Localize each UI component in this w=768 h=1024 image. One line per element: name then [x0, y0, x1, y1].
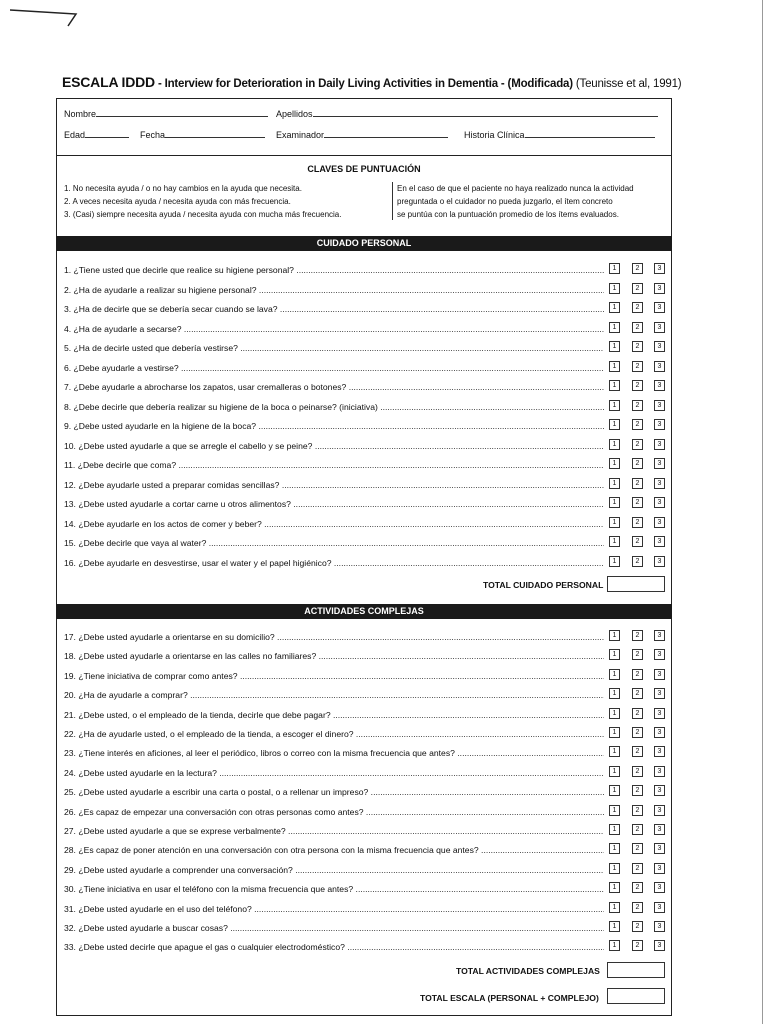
score-box-1[interactable]: 1: [609, 497, 620, 508]
question-text: 26. ¿Es capaz de empezar una conversación con otras personas como antes? .....: [64, 807, 604, 817]
question-row: [64, 341, 669, 355]
score-box-2[interactable]: 2: [632, 940, 643, 951]
score-box-3[interactable]: 3: [654, 824, 665, 835]
question-text: 13. ¿Debe usted ayudarle a cortar carne u otros alimentos? .....: [64, 499, 604, 509]
score-box-2[interactable]: 2: [632, 669, 643, 680]
score-box-3[interactable]: 3: [654, 361, 665, 372]
score-box-2[interactable]: 2: [632, 708, 643, 719]
score-box-1[interactable]: 1: [609, 649, 620, 660]
score-box-2[interactable]: 2: [632, 400, 643, 411]
score-box-3[interactable]: 3: [654, 766, 665, 777]
score-box-1[interactable]: 1: [609, 517, 620, 528]
score-box-2[interactable]: 2: [632, 882, 643, 893]
grand-total-input[interactable]: [607, 988, 665, 1004]
score-box-3[interactable]: 3: [654, 341, 665, 352]
score-box-1[interactable]: 1: [609, 727, 620, 738]
score-box-3[interactable]: 3: [654, 708, 665, 719]
scale-author: (Teunisse et al, 1991): [572, 78, 682, 90]
question-row: [64, 766, 669, 780]
question-text: 9. ¿Debe usted ayudarle en la higiene de la boca? .....: [64, 421, 604, 431]
question-row: [64, 556, 669, 570]
clave-1: 1. No necesita ayuda / o no hay cambios en la ayuda que necesita.: [64, 184, 302, 193]
question-text: 32. ¿Debe usted ayudarle a buscar cosas? .....: [64, 923, 604, 933]
score-box-3[interactable]: 3: [654, 863, 665, 874]
score-box-3[interactable]: 3: [654, 400, 665, 411]
question-text: 23. ¿Tiene interés en aficiones, al leer el periódico, libros o correo con la misma frecuencia que antes? .....: [64, 748, 604, 758]
question-row: [64, 380, 669, 394]
score-box-3[interactable]: 3: [654, 380, 665, 391]
page-edge-line: [762, 0, 763, 1024]
score-box-3[interactable]: 3: [654, 517, 665, 528]
score-box-1[interactable]: 1: [609, 708, 620, 719]
score-box-2[interactable]: 2: [632, 902, 643, 913]
question-row: [64, 824, 669, 838]
question-row: [64, 400, 669, 414]
question-row: [64, 882, 669, 896]
fields-divider: [56, 155, 672, 156]
score-box-3[interactable]: 3: [654, 497, 665, 508]
score-box-1[interactable]: 1: [609, 536, 620, 547]
edad-field[interactable]: [85, 129, 129, 138]
section-header-complejas: ACTIVIDADES COMPLEJAS: [56, 604, 672, 619]
score-box-2[interactable]: 2: [632, 322, 643, 333]
question-row: [64, 649, 669, 663]
score-box-1[interactable]: 1: [609, 669, 620, 680]
score-box-1[interactable]: 1: [609, 824, 620, 835]
score-box-1[interactable]: 1: [609, 263, 620, 274]
score-box-2[interactable]: 2: [632, 630, 643, 641]
nombre-field[interactable]: [96, 108, 268, 117]
question-text: 31. ¿Debe usted ayudarle en el uso del teléfono? .....: [64, 904, 604, 914]
score-box-3[interactable]: 3: [654, 283, 665, 294]
score-box-2[interactable]: 2: [632, 283, 643, 294]
score-box-3[interactable]: 3: [654, 439, 665, 450]
score-box-3[interactable]: 3: [654, 649, 665, 660]
question-text: 5. ¿Ha de decirle usted que debería vestirse? .....: [64, 343, 604, 353]
score-box-1[interactable]: 1: [609, 766, 620, 777]
question-row: [64, 322, 669, 336]
score-box-3[interactable]: 3: [654, 322, 665, 333]
score-box-1[interactable]: 1: [609, 940, 620, 951]
apellidos-field[interactable]: [313, 108, 658, 117]
score-box-2[interactable]: 2: [632, 517, 643, 528]
score-box-2[interactable]: 2: [632, 843, 643, 854]
apellidos-label: Apellidos: [276, 109, 313, 119]
question-row: [64, 688, 669, 702]
fields-row-1: [64, 108, 664, 122]
score-box-1[interactable]: 1: [609, 785, 620, 796]
question-text: 10. ¿Debe usted ayudarle a que se arregle el cabello y se peine? .....: [64, 441, 604, 451]
question-row: [64, 439, 669, 453]
score-box-1[interactable]: 1: [609, 439, 620, 450]
score-box-3[interactable]: 3: [654, 302, 665, 313]
score-box-1[interactable]: 1: [609, 302, 620, 313]
claves-title: CLAVES DE PUNTUACIÓN: [307, 164, 421, 174]
score-box-1[interactable]: 1: [609, 902, 620, 913]
note-line-2: preguntada o el cuidador no pueda juzgarlo, el ítem concreto: [397, 197, 613, 206]
question-text: 11. ¿Debe decirle que coma? .....: [64, 460, 604, 470]
question-text: 27. ¿Debe usted ayudarle a que se exprese verbalmente? .....: [64, 826, 604, 836]
question-text: 25. ¿Debe usted ayudarle a escribir una carta o postal, o a rellenar un impreso? .....: [64, 787, 604, 797]
score-box-1[interactable]: 1: [609, 921, 620, 932]
total-personal-label: TOTAL CUIDADO PERSONAL: [483, 580, 604, 590]
claves-note: [397, 182, 669, 221]
question-row: [64, 419, 669, 433]
score-box-3[interactable]: 3: [654, 805, 665, 816]
score-box-3[interactable]: 3: [654, 727, 665, 738]
score-box-2[interactable]: 2: [632, 419, 643, 430]
clave-3: 3. (Casi) siempre necesita ayuda / necesita ayuda con mucha más frecuencia.: [64, 210, 342, 219]
score-box-2[interactable]: 2: [632, 380, 643, 391]
score-box-2[interactable]: 2: [632, 649, 643, 660]
question-row: [64, 630, 669, 644]
note-line-1: En el caso de que el paciente no haya realizado nunca la actividad: [397, 184, 634, 193]
score-box-2[interactable]: 2: [632, 478, 643, 489]
score-box-2[interactable]: 2: [632, 785, 643, 796]
clave-2: 2. A veces necesita ayuda / necesita ayuda con más frecuencia.: [64, 197, 291, 206]
question-row: [64, 708, 669, 722]
examinador-field[interactable]: [324, 129, 448, 138]
score-box-1[interactable]: 1: [609, 380, 620, 391]
question-text: 24. ¿Debe usted ayudarle en la lectura? .....: [64, 768, 604, 778]
question-row: [64, 843, 669, 857]
question-text: 3. ¿Ha de decirle que se debería secar cuando se lava? .....: [64, 304, 604, 314]
total-personal-input[interactable]: [607, 576, 665, 592]
score-box-2[interactable]: 2: [632, 921, 643, 932]
question-text: 29. ¿Debe usted ayudarle a comprender una conversación? .....: [64, 865, 604, 875]
question-text: 6. ¿Debe ayudarle a vestirse? .....: [64, 363, 604, 373]
score-box-1[interactable]: 1: [609, 361, 620, 372]
page-title: [62, 74, 682, 90]
question-text: 8. ¿Debe decirle que debería realizar su higiene de la boca o peinarse? (iniciativa) .....: [64, 402, 604, 412]
score-box-3[interactable]: 3: [654, 630, 665, 641]
score-box-1[interactable]: 1: [609, 458, 620, 469]
question-text: 22. ¿Ha de ayudarle usted, o el empleado de la tienda, a escoger el dinero? .....: [64, 729, 604, 739]
edad-label: Edad: [64, 130, 86, 140]
score-box-2[interactable]: 2: [632, 824, 643, 835]
nombre-label: Nombre: [64, 109, 97, 119]
score-box-2[interactable]: 2: [632, 361, 643, 372]
score-box-3[interactable]: 3: [654, 921, 665, 932]
score-box-3[interactable]: 3: [654, 478, 665, 489]
score-box-2[interactable]: 2: [632, 439, 643, 450]
score-box-3[interactable]: 3: [654, 882, 665, 893]
scale-subtitle: - Interview for Deterioration in Daily Living Activities in Dementia - (Modificada): [154, 78, 573, 90]
question-text: 17. ¿Debe usted ayudarle a orientarse en su domicilio? .....: [64, 632, 604, 642]
score-box-3[interactable]: 3: [654, 669, 665, 680]
score-box-1[interactable]: 1: [609, 478, 620, 489]
score-box-2[interactable]: 2: [632, 536, 643, 547]
historia-field[interactable]: [525, 129, 655, 138]
question-text: 15. ¿Debe decirle que vaya al water? .....: [64, 538, 604, 548]
question-text: 16. ¿Debe ayudarle en desvestirse, usar el water y el papel higiénico? .....: [64, 558, 604, 568]
question-text: 30. ¿Tiene iniciativa en usar el teléfono con la misma frecuencia que antes? .....: [64, 884, 604, 894]
score-box-2[interactable]: 2: [632, 746, 643, 757]
question-text: 19. ¿Tiene iniciativa de comprar como antes? .....: [64, 671, 604, 681]
score-box-1[interactable]: 1: [609, 688, 620, 699]
question-row: [64, 263, 669, 277]
question-row: [64, 302, 669, 316]
question-text: 2. ¿Ha de ayudarle a realizar su higiene personal? .....: [64, 285, 604, 295]
claves-divider: [392, 182, 393, 220]
score-box-3[interactable]: 3: [654, 556, 665, 567]
score-box-2[interactable]: 2: [632, 458, 643, 469]
score-box-1[interactable]: 1: [609, 843, 620, 854]
question-row: [64, 283, 669, 297]
question-row: [64, 478, 669, 492]
scale-name: ESCALA IDDD: [62, 74, 155, 90]
score-box-2[interactable]: 2: [632, 727, 643, 738]
question-text: 33. ¿Debe usted decirle que apague el gas o cualquier electrodoméstico? .....: [64, 942, 604, 952]
score-box-1[interactable]: 1: [609, 746, 620, 757]
score-box-3[interactable]: 3: [654, 902, 665, 913]
score-box-3[interactable]: 3: [654, 746, 665, 757]
score-box-3[interactable]: 3: [654, 458, 665, 469]
question-text: 7. ¿Debe ayudarle a abrocharse los zapatos, usar cremalleras o botones? .....: [64, 382, 604, 392]
score-box-3[interactable]: 3: [654, 688, 665, 699]
score-box-2[interactable]: 2: [632, 341, 643, 352]
historia-label: Historia Clínica: [464, 130, 525, 140]
question-row: [64, 805, 669, 819]
question-text: 28. ¿Es capaz de poner atención en una conversación con otra persona con la misma frecuencia que antes? .....: [64, 845, 604, 855]
question-row: [64, 497, 669, 511]
question-row: [64, 727, 669, 741]
question-text: 1. ¿Tiene usted que decirle que realice su higiene personal? .....: [64, 265, 604, 275]
question-text: 20. ¿Ha de ayudarle a comprar? .....: [64, 690, 604, 700]
claves-left: [64, 182, 394, 221]
question-row: [64, 536, 669, 550]
note-line-3: se puntúa con la puntuación promedio de los ítems evaluados.: [397, 210, 619, 219]
score-box-3[interactable]: 3: [654, 536, 665, 547]
score-box-1[interactable]: 1: [609, 863, 620, 874]
fecha-field[interactable]: [165, 129, 265, 138]
fields-row-2: [64, 129, 664, 143]
score-box-3[interactable]: 3: [654, 785, 665, 796]
question-row: [64, 940, 669, 954]
total-complejas-input[interactable]: [607, 962, 665, 978]
score-box-2[interactable]: 2: [632, 805, 643, 816]
question-text: 12. ¿Debe ayudarle usted a preparar comidas sencillas? .....: [64, 480, 604, 490]
score-box-1[interactable]: 1: [609, 805, 620, 816]
examinador-label: Examinador: [276, 130, 325, 140]
score-box-3[interactable]: 3: [654, 940, 665, 951]
score-box-1[interactable]: 1: [609, 630, 620, 641]
question-text: 4. ¿Ha de ayudarle a secarse? .....: [64, 324, 604, 334]
score-box-1[interactable]: 1: [609, 556, 620, 567]
score-box-1[interactable]: 1: [609, 882, 620, 893]
section-header-personal: CUIDADO PERSONAL: [56, 236, 672, 251]
question-row: [64, 458, 669, 472]
total-complejas-label: TOTAL ACTIVIDADES COMPLEJAS: [456, 966, 600, 976]
score-box-2[interactable]: 2: [632, 497, 643, 508]
question-row: [64, 517, 669, 531]
score-box-3[interactable]: 3: [654, 263, 665, 274]
score-box-3[interactable]: 3: [654, 843, 665, 854]
score-box-2[interactable]: 2: [632, 302, 643, 313]
question-row: [64, 921, 669, 935]
score-box-1[interactable]: 1: [609, 322, 620, 333]
score-box-2[interactable]: 2: [632, 263, 643, 274]
question-text: 18. ¿Debe usted ayudarle a orientarse en las calles no familiares? .....: [64, 651, 604, 661]
fecha-label: Fecha: [140, 130, 166, 140]
score-box-2[interactable]: 2: [632, 688, 643, 699]
question-row: [64, 785, 669, 799]
question-row: [64, 361, 669, 375]
corner-pen-mark: [10, 6, 80, 28]
grand-total-label: TOTAL ESCALA (PERSONAL + COMPLEJO): [420, 993, 599, 1003]
score-box-1[interactable]: 1: [609, 400, 620, 411]
question-row: [64, 863, 669, 877]
score-box-2[interactable]: 2: [632, 556, 643, 567]
score-box-2[interactable]: 2: [632, 863, 643, 874]
score-box-1[interactable]: 1: [609, 283, 620, 294]
score-box-3[interactable]: 3: [654, 419, 665, 430]
question-row: [64, 902, 669, 916]
score-box-1[interactable]: 1: [609, 419, 620, 430]
question-text: 14. ¿Debe ayudarle en los actos de comer y beber? .....: [64, 519, 604, 529]
question-row: [64, 669, 669, 683]
score-box-1[interactable]: 1: [609, 341, 620, 352]
question-text: 21. ¿Debe usted, o el empleado de la tienda, decirle que debe pagar? .....: [64, 710, 604, 720]
question-row: [64, 746, 669, 760]
score-box-2[interactable]: 2: [632, 766, 643, 777]
